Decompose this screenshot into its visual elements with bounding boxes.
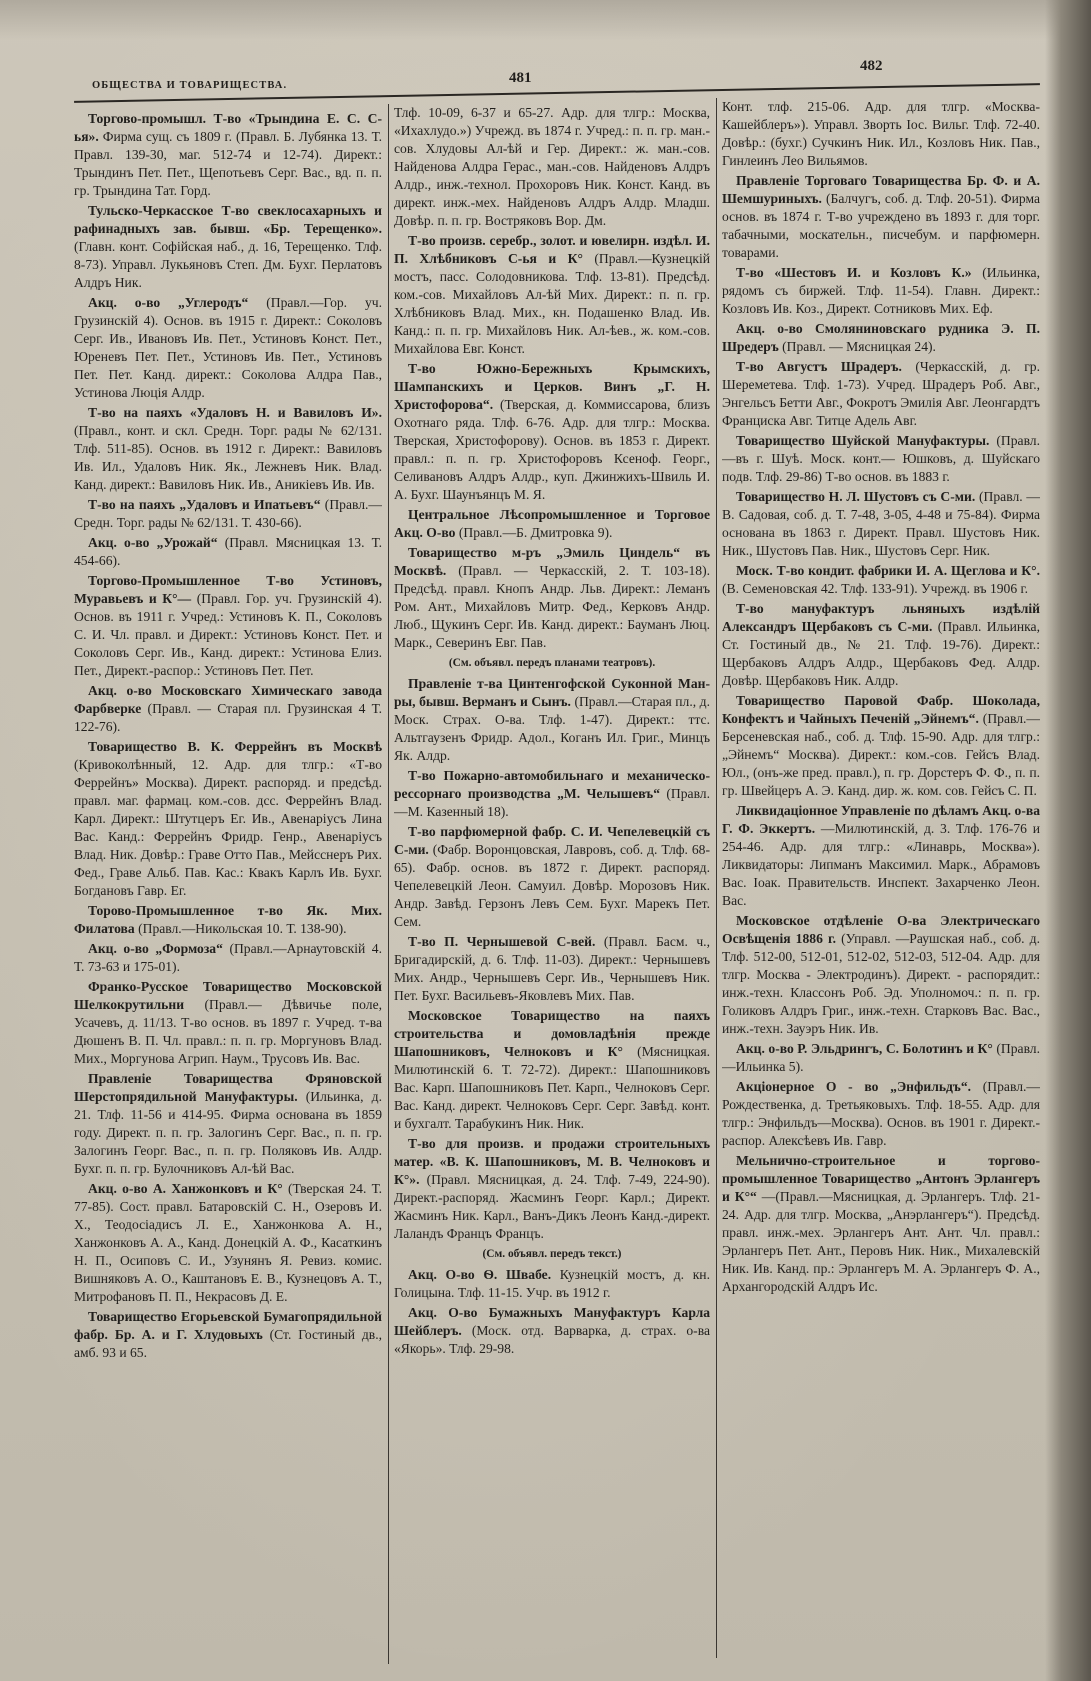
directory-entry	[722, 264, 1040, 318]
directory-entry	[74, 294, 382, 402]
entry-heading: Т-во Августъ Шрадеръ.	[736, 359, 902, 374]
directory-entry	[722, 432, 1040, 486]
directory-entry	[394, 1266, 710, 1302]
entry-details: (Правл.—Б. Дмитровка 9).	[458, 525, 613, 540]
entry-heading: Центральное Лѣсопромышленное и Торговое Акц. О-во	[394, 507, 710, 540]
entry-details: (Правл. Гор. уч. Грузинскій 4). Основ. въ 1911 г. Учред.: Устиновъ К. П., Соколовъ С. И. Чл. правл. и Директ.: Устиновъ Конст. Пет. и Соколовъ Серг. Ив., Канд. директ.: Устинова Елиз. Пет., Директ.-распор.: Устиновъ Пет. Пет.	[74, 591, 382, 678]
entry-heading: Товарищество Н. Л. Шустовъ съ С-ми.	[736, 489, 976, 504]
advertisement-note: (См. объявл. передъ текст.)	[482, 1248, 622, 1260]
entry-details: (Правл.—М. Казенный 18).	[394, 786, 710, 819]
entry-heading: Акц. о-во „Формоза“	[88, 941, 223, 956]
entry-heading: Т-во произв. серебр., золот. и ювелирн. издѣл. И. П. Хлѣбниковъ С-ья и К°	[394, 233, 710, 266]
entry-details: Фирма сущ. съ 1809 г. (Правл. Б. Лубянка 13. Т. Правл. 139-30, маг. 512-74 и 12-74). Директ.: Трындинъ Пет. Пет., Щепотьевъ Серг. Вас., вд. п. п. гр. Трындина Тат. Горд.	[74, 129, 382, 198]
entry-details: (Тверская 24. Т. 77-85). Сост. правл. Батаровскій С. Н., Озеровъ И. Х., Теодосіадисъ Л. Е., Ханжонкова А. Н., Ханжонковъ А. А., Канд. Донецкій А. Ф., Касаткинъ Н. П., Осиповъ С. И., Узунянъ Я. Ревиз. комис. Вишняковъ А. О., Каштановъ Е. В., Кузнецовъ А. Т., Митрофановъ П. П., Некрасовъ Д. Е.	[74, 1181, 382, 1304]
column-divider	[388, 104, 389, 1664]
directory-entry	[722, 1078, 1040, 1150]
directory-entry	[74, 940, 382, 976]
directory-entry	[394, 104, 710, 230]
column-3	[722, 98, 1040, 1658]
directory-entry	[722, 562, 1040, 598]
directory-entry	[74, 534, 382, 570]
directory-entry	[722, 802, 1040, 910]
column-divider	[716, 98, 717, 1658]
entry-heading: Правленіе Торговаго Товарищества Бр. Ф. и А. Шемшуриныхъ.	[722, 173, 1040, 206]
directory-entry	[722, 488, 1040, 560]
advertisement-note: (См. объявл. передъ планами театровъ).	[448, 657, 656, 669]
directory-entry	[74, 1070, 382, 1178]
entry-details: (Фабр. Воронцовская, Лавровъ, соб. д. Тлф. 68-65). Фабр. основ. въ 1872 г. Директ. распоряд. Чепелевецкій Леон. Самуил. Довѣр. Морозовъ Ник. Андр. Завѣд. Герзонъ Левъ Сем. Бухг. Марекъ Пет. Сем.	[394, 842, 710, 929]
entry-heading: Т-во «Шестовъ И. и Козловъ К.»	[736, 265, 972, 280]
directory-entry	[722, 1152, 1040, 1296]
column-2	[394, 104, 710, 1664]
directory-entry	[74, 404, 382, 494]
entry-heading: Акц. о-во Р. Эльдрингъ, С. Болотинъ и К°	[736, 1041, 993, 1056]
directory-entry	[394, 1304, 710, 1358]
entry-details: (Правл.—Гор. уч. Грузинскій 4). Основ. въ 1915 г. Директ.: Соколовъ Серг. Ив., Ивановъ Ив. Пет., Устиновъ Конст. Пет., Юреневъ Пет. Пет., Устиновъ Ив. Пет., Устиновъ Пет. Пет. Канд. директ.: Соколова Алдра Пав., Устинова Люція Алдр.	[74, 295, 382, 400]
directory-entry	[722, 600, 1040, 690]
directory-entry	[74, 1308, 382, 1362]
directory-entry	[394, 232, 710, 358]
entry-details: (Ильинка, рядомъ съ биржей. Тлф. 11-54). Главн. Директ.: Козловъ Ив. Коз., Директ. Сотниковъ Мих. Еф.	[722, 265, 1040, 316]
column-1	[74, 110, 382, 1670]
entry-heading: Т-во на паяхъ «Удаловъ Н. и Вавиловъ И».	[88, 405, 382, 420]
entry-heading: Правленіе т-ва Цинтенгофской Суконной Ман-ры, бывш. Верманъ и Сынъ.	[394, 676, 710, 709]
entry-heading: Торгово-Промышленное Т-во Устиновъ, Муравьевъ и К°—	[74, 573, 382, 606]
page-shadow	[0, 0, 1091, 40]
entry-details: (Правл. Мясницкая 13. Т. 454-66).	[74, 535, 382, 568]
entry-heading: Товарищество В. К. Феррейнъ въ Москвѣ	[88, 739, 382, 754]
entry-heading: Франко-Русское Товарищество Московской Шелкокрутильни	[74, 979, 382, 1012]
directory-entry	[74, 110, 382, 200]
entry-details: (Правл.— Дѣвичье поле, Усачевъ, д. 11/13. Т-во основ. въ 1897 г. Учред. т-ва Дюшенъ В. П. Чл. правл.: п. п. гр. Моргуновъ Влад. Мих., Моргунова Агрип. Наум., Трусовъ Ив. Вас.	[74, 997, 382, 1066]
entry-details: (Правл. — В. Садовая, соб. д. Т. 7-48, 3-05, 4-48 и 75-84). Фирма основана въ 1863 г. Директ. Правл. Шустовъ Ник. Ник., Шустовъ Пав. Ник., Шустовъ Серг. Ник.	[722, 489, 1040, 558]
entry-details: (Моск. отд. Варварка, д. страх. о-ва «Якорь». Тлф. 29-98.	[394, 1323, 710, 1356]
entry-heading: Правленіе Товарищества Фряновской Шерстопрядильной Мануфактуры.	[74, 1071, 382, 1104]
entry-details: (Правл. — Старая пл. Грузинская 4 Т. 122-76).	[74, 701, 382, 734]
directory-entry	[74, 682, 382, 736]
directory-entry	[722, 1040, 1040, 1076]
entry-details: (Правл.—Кузнецкій мостъ, пасс. Солодовникова. Тлф. 13-81). Предсѣд. ком.-сов. Михайловъ Ал-ѣй Мих. Директ.: п. п. гр. Хлѣбниковъ Влад. Мих., кн. Подашенко Влад. Ив. Канд.: п. п. гр. Михайловъ Ник. Ал-ѣев., ж. ком.-сов. Михайлова Евг. Конст.	[394, 251, 710, 356]
directory-entry	[394, 823, 710, 931]
entry-details: (Правл.—въ г. Шуѣ. Моск. конт.— Юшковъ, д. Шуйскаго подв. Тлф. 29-86) Т-во основ. въ 1883 г.	[722, 433, 1040, 484]
entry-heading: Мельнично-строительное и торгово-промышленное Товарищество „Антонъ Эрлангеръ и К°“	[722, 1153, 1040, 1204]
entry-details: (Правл.—Ильинка 5).	[722, 1041, 1040, 1074]
entry-heading: Товарищество Паровой Фабр. Шоколада, Конфектъ и Чайныхъ Печеній „Эйнемъ“.	[722, 693, 1040, 726]
entry-details: (В. Семеновская 42. Тлф. 133-91). Учрежд. въ 1906 г.	[722, 581, 1028, 596]
directory-entry	[74, 572, 382, 680]
entry-details: —(Правл.—Мясницкая, д. Эрлангеръ. Тлф. 21-24. Адр. для тлгр. Москва, „Анэрлангеръ“). Предсѣд. правл. инж.-мех. Эрлангеръ Ант. Ант. Чл. правл.: Эрлангеръ Пет. Ант., Перовъ Ник. Ник., Михалевскій Ник. Ив. Канд. пр.: Эрлангеръ М. А. Эрлангеръ Ф. А., Архангородскій Алдръ Ис.	[722, 1189, 1040, 1294]
entry-details: (Кривоколѣнный, 12. Адр. для тлгр.: «Т-во Феррейнъ» Москва). Директ. распоряд. и предсѣд. правл. маг. фармац. ком.-сов. дсс. Феррейнъ Влад. Карл. Директ.: Штутцеръ Ег. Ив., Авенаріусъ Лина Вас. Канд.: Феррейнъ Фридр. Генр., Авенаріусъ Влад. Ник. Довѣр.: Граве Отто Пав., Мейсснеръ Рих. Фед., Граве Альб. Пав. Кас.: Квакъ Карлъ Ив. Бухг. Богдановъ Гавр. Ег.	[74, 757, 382, 898]
entry-details: (Главн. конт. Софійская наб., д. 16, Терещенко. Тлф. 8-73). Управл. Лукьяновъ Степ. Дм. Бухг. Перлатовъ Алдръ Ник.	[74, 239, 382, 290]
entry-heading: Моск. Т-во кондит. фабрики И. А. Щеглова и К°.	[736, 563, 1040, 578]
entry-heading: Т-во для произв. и продажи строительныхъ матер. «В. К. Шапошниковъ, М. В. Челноковъ и К°».	[394, 1136, 710, 1187]
entry-details: Кузнецкій мостъ, д. кн. Голицына. Тлф. 11-15. Учр. въ 1912 г.	[394, 1267, 710, 1300]
page-number-left: 481	[509, 70, 532, 86]
directory-entry	[394, 933, 710, 1005]
directory-entry	[394, 544, 710, 652]
entry-details: (Правл.—Средн. Торг. рады № 62/131. Т. 430-66).	[74, 497, 382, 530]
book-edge	[1045, 0, 1091, 1681]
entry-details: (Правл.—Никольская 10. Т. 138-90).	[138, 921, 347, 936]
entry-details: (Правл.—Берсеневская наб., соб. д. Тлф. 15-90. Адр. для тлгр.: „Эйнемъ“ Москва). Директ.: ком.-сов. Гейсъ Влад. Юл., (онъ-же пред. правл.), п. гр. Дорстеръ Ф. Ф., п. п. гр. Швейцеръ А. Э. Канд. дир. ж. ком. сов. Гейсъ С. П.	[722, 711, 1040, 798]
entry-heading: Московское Товарищество на паяхъ строительства и домовладѣнія прежде Шапошниковъ, Челноковъ и К°	[394, 1008, 710, 1059]
entry-details: (Правл. Мясницкая, д. 24. Тлф. 7-49, 224-90). Директ.-распоряд. Жасминъ Георг. Карл.; Директ. Жасминъ Ник. Карл., Ванъ-Дикъ Леонъ Канд.-директ. Лаландъ Францъ Францъ.	[394, 1172, 710, 1241]
entry-details: (Мясницкая. Милютинскій 6. Т. 72-72). Директ.: Шапошниковъ Вас. Карп. Шапошниковъ Пет. Карп., Челноковъ Серг. Вас. Канд. директ. Челноковъ Серг. Серг. Завѣд. конт. и бухгалт. Тарабукинъ Ник. Ник.	[394, 1044, 710, 1131]
entry-details: (Правл.—Арнаутовскій 4. Т. 73-63 и 175-01).	[74, 941, 382, 974]
entry-details: (Ильинка, д. 21. Тлф. 11-56 и 414-95. Фирма основана въ 1859 году. Директ. п. п. гр. Залогинъ Серг. Вас., п. п. гр. Залогинъ Георг. Вас., п. п. гр. Поляковъ Ив. Алдр. Бухг. п. п. гр. Булочниковъ Ал-ѣй Вас.	[74, 1089, 382, 1176]
entry-heading: Т-во мануфактуръ льняныхъ издѣлій Александръ Щербаковъ съ С-ми.	[722, 601, 1040, 634]
directory-entry	[722, 98, 1040, 170]
entry-heading: Т-во парфюмерной фабр. С. И. Чепелевецкій съ С-ми.	[394, 824, 710, 857]
entry-details: (Ст. Гостиный дв., амб. 93 и 65.	[74, 1327, 382, 1360]
entry-heading: Акціонерное О - во „Энфильдъ“.	[736, 1079, 972, 1094]
entry-heading: Акц. о-во А. Ханжонковъ и К°	[88, 1181, 283, 1196]
entry-details: (Балчугъ, соб. д. Тлф. 20-51). Фирма основ. въ 1874 г. Т-во учреждено въ 1893 г. для торг. табачными, москательн., писчебум. и парфюмерн. товарами.	[722, 191, 1040, 260]
entry-details: (Правл.—Старая пл., д. Моск. Страх. О-ва. Тлф. 1-47). Директ.: ттс. Альтгаузенъ Фридр. Адол., Коганъ Ил. Григ., Минцъ Як. Алдр.	[394, 694, 710, 763]
entry-heading: Тульско-Черкасское Т-во свеклосахарныхъ и рафинадныхъ зав. бывш. «Бр. Терещенко».	[74, 203, 382, 236]
entry-heading: Товарищество Егорьевской Бумагопрядильной фабр. Бр. А. и Г. Хлудовыхъ	[74, 1309, 382, 1342]
entry-heading: Ликвидаціонное Управленіе по дѣламъ Акц. о-ва Г. Ф. Эккертъ.	[722, 803, 1040, 836]
directory-entry	[394, 360, 710, 504]
page-number-right: 482	[860, 58, 883, 74]
entry-heading: Акц. о-во „Углеродъ“	[88, 295, 249, 310]
directory-entry	[74, 496, 382, 532]
entry-heading: Акц. о-во Смоляниновскаго рудника Э. П. Шредеръ	[722, 321, 1040, 354]
entry-heading: Акц. О-во Бумажныхъ Мануфактуръ Карла Шейблеръ.	[394, 1305, 710, 1338]
directory-entry	[722, 912, 1040, 1038]
entry-heading: Акц. О-во Ѳ. Швабе.	[408, 1267, 552, 1282]
entry-heading: Т-во Южно-Бережныхъ Крымскихъ, Шампанскихъ и Церков. Винъ „Г. Н. Христофорова“.	[394, 361, 710, 412]
entry-heading: Торгово-промышл. Т-во «Трындина Е. С. С-ья».	[74, 111, 382, 144]
entry-details: (Правл. — Мясницкая 24).	[782, 339, 936, 354]
entry-heading: Торово-Промышленное т-во Як. Мих. Филатова	[74, 903, 382, 936]
entry-details: (Правл.—Рождественка, д. Третьяковыхъ. Тлф. 18-55. Адр. для тлгр.: Энфильдъ—Москва). Основ. въ 1901 г. Директ.-распор. Алексѣевъ Ив. Гавр.	[722, 1079, 1040, 1148]
entry-details: —Милютинскій, д. 3. Тлф. 176-76 и 254-46. Адр. для тлгр.: «Линаврь, Москва»). Ликвидаторы: Липманъ Максимил. Марк., Абрамовъ Вас. Іоак. Правительств. Инспект. Захарченко Леон. Вас.	[722, 821, 1040, 908]
directory-entry	[394, 1007, 710, 1133]
entry-heading: Т-во Пожарно-автомобильнаго и механическо-рессорнаго производства „М. Челышевъ“	[394, 768, 710, 801]
directory-entry	[74, 978, 382, 1068]
entry-details: (Правл., конт. и скл. Средн. Торг. рады № 62/131. Тлф. 511-85). Основ. въ 1912 г. Директ.: Вавиловъ Ив. Ил., Удаловъ Ник. Як., Лежневъ Ник. Влад. Канд. директ.: Вавиловъ Ник. Ив., Аникіевъ Ив. Ив.	[74, 423, 382, 492]
directory-entry	[722, 320, 1040, 356]
directory-entry	[74, 1180, 382, 1306]
entry-details: (Правл. Басм. ч., Бригадирскій, д. 6. Тлф. 11-03). Директ.: Чернышевъ Мих. Андр., Чернышевъ Серг. Ив., Чернышевъ Ник. Пет. Бухг. Васильевъ-Яковлевъ Мих. Пав.	[394, 934, 710, 1003]
directory-entry	[722, 358, 1040, 430]
directory-entry	[394, 506, 710, 542]
entry-heading: Товарищество Шуйской Мануфактуры.	[736, 433, 990, 448]
directory-entry	[74, 902, 382, 938]
entry-heading: Товарищество м-ръ „Эмиль Циндель“ въ Москвѣ.	[394, 545, 710, 578]
directory-entry	[394, 767, 710, 821]
entry-details: (Правл. — Черкасскій, 2. Т. 103-18). Предсѣд. правл. Кнопъ Андр. Льв. Директ.: Леманъ Ром. Ант., Михайловъ Митр. Фед., Керковъ Андр. Люб., Щукинъ Серг. Ив. Канд. директ.: Бауманъ Люц. Марк., Северинъ Евг. Пав.	[394, 563, 710, 650]
entry-details: (Тверская, д. Коммиссарова, близъ Охотнаго ряда. Тлф. 6-76. Адр. для тлгр.: Москва. Тверская, Христофорову). Основ. въ 1853 г. Директ. правл.: п. п. гр. Христофоровъ Ксеноф. Георг., Селивановъ Алдръ Алдр., куп. Джинжихъ-Швиль И. А. Бухг. Шаунъянцъ М. Я.	[394, 397, 710, 502]
entry-details: (Правл. Ильинка, Ст. Гостиный дв., № 21. Тлф. 19-76). Директ.: Щербаковъ Алдръ Алдр., Щербаковъ Фед. Алдр. Довѣр. Щербаковъ Ник. Алдр.	[722, 619, 1040, 688]
directory-entry	[394, 675, 710, 765]
entry-details: Тлф. 10-09, 6-37 и 65-27. Адр. для тлгр.: Москва, «Ихахлудо.») Учрежд. въ 1874 г. Учред.: п. п. гр. ман.-сов. Хлудовы Ал-ѣй и Гер. Директ.: ж. ман.-сов. Найденова Алдра Герас., ман.-сов. Найденовъ Алдръ Алдр., инж.-технол. Прохоровъ Ник. Конст. Канд. въ директ. инж.-мех. Найденовъ Алдръ Алдр. Младш. Довѣр. п. п. гр. Востряковъ Вор. Дм.	[394, 105, 710, 228]
entry-heading: Т-во на паяхъ „Удаловъ и Ипатьевъ“	[88, 497, 321, 512]
directory-entry	[722, 172, 1040, 262]
entry-heading: Акц. о-во Московскаго Химическаго завода Фарбверке	[74, 683, 382, 716]
entry-heading: Московское отдѣленіе О-ва Электрическаго Освѣщенія 1886 г.	[722, 913, 1040, 946]
entry-heading: Акц. о-во „Урожай“	[88, 535, 218, 550]
entry-heading: Т-во П. Чернышевой С-вей.	[408, 934, 596, 949]
entry-details: Конт. тлф. 215-06. Адр. для тлгр. «Москва-Кашейблеръ»). Управл. Зворть Іос. Вильг. Тлф. 72-40. Довѣр.: (бухг.) Сучкинъ Ник. Ил., Козловъ Ник. Пав., Гинлеинъ Лео Вильямов.	[722, 99, 1040, 168]
entry-details: (Управл. —Раушская наб., соб. д. Тлф. 512-00, 512-01, 512-02, 512-03, 512-04. Адр. для тлгр. Москва - Электродинъ). Директ. - распорядит.: инж.-техн. Классонъ Роб. Эд. Уполномоч.: п. п. гр. Голиковъ Алдръ Григ., инж.-техн. Старковъ Вас. Вас., инж.-техн. Зауэръ Ник. Ив.	[722, 931, 1040, 1036]
directory-entry	[74, 202, 382, 292]
directory-entry	[74, 738, 382, 900]
running-head: ОБЩЕСТВА И ТОВАРИЩЕСТВА.	[92, 80, 288, 91]
directory-entry	[722, 692, 1040, 800]
directory-entry	[394, 1135, 710, 1243]
entry-details: (Черкасскій, д. гр. Шереметева. Тлф. 1-73). Учред. Шрадеръ Роб. Авг., Энгельсъ Бетти Авг., Фокротъ Эмилія Авг. Леонгардтъ Франциска Авг. Титце Адель Авг.	[722, 359, 1040, 428]
